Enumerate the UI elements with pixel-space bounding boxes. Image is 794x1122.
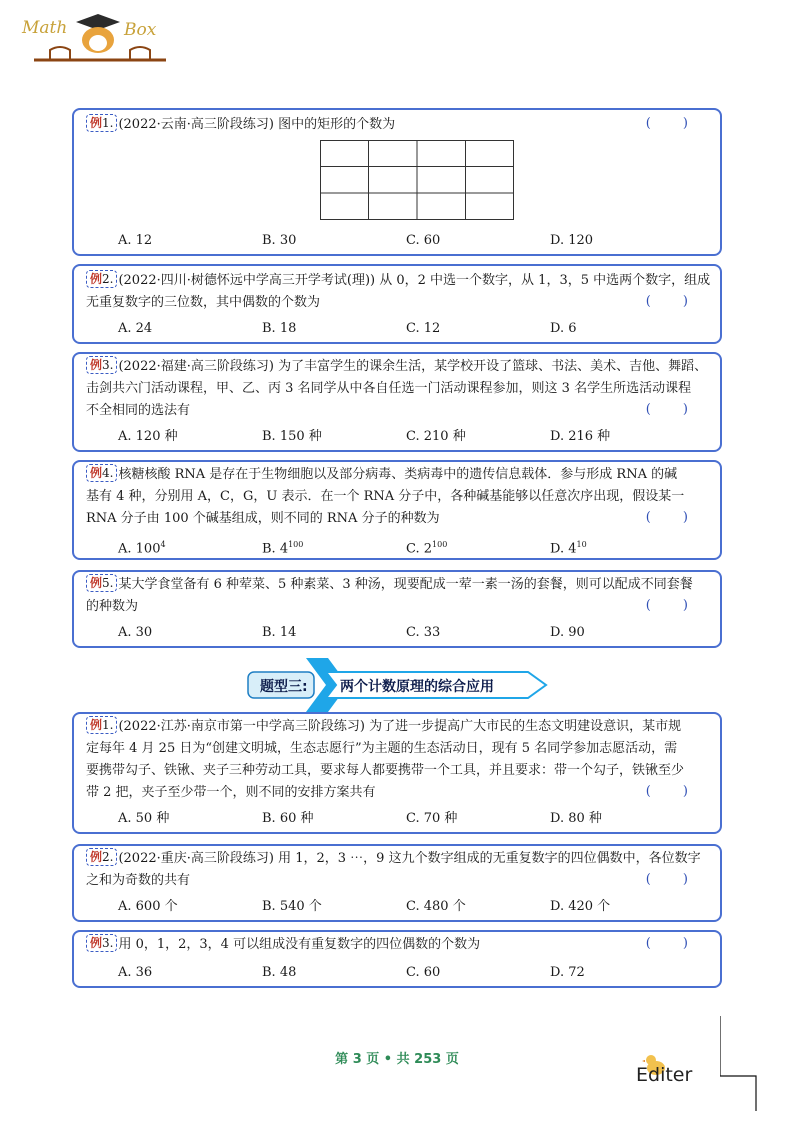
option-a[interactable]: A. 12 xyxy=(118,233,153,248)
option-b[interactable]: B. 60 种 xyxy=(262,811,314,826)
option-d[interactable]: D. 120 xyxy=(550,233,594,248)
question-line: 例3. 用 0，1，2，3，4 可以组成没有重复数字的四位偶数的个数为 xyxy=(86,934,706,956)
question-box-3 xyxy=(72,352,722,452)
option-d[interactable]: D. 72 xyxy=(550,965,585,980)
example-tag: 例2. xyxy=(86,848,117,866)
question-line: 带 2 把，夹子至少带一个，则不同的安排方案共有 xyxy=(86,785,376,800)
question-line: 定每年 4 月 25 日为“创建文明城，生态志愿行”为主题的生态活动日，现有 5 名同学参加志愿活动，需 xyxy=(86,741,678,756)
option-a[interactable]: A. 24 xyxy=(118,321,153,336)
answer-paren[interactable]: ( ) xyxy=(645,598,702,613)
option-b[interactable]: B. 150 种 xyxy=(262,429,322,444)
answer-paren[interactable]: ( ) xyxy=(645,784,702,799)
option-d[interactable]: D. $4^{10}$ xyxy=(550,540,587,557)
option-a[interactable]: A. 50 种 xyxy=(118,811,170,826)
option-d[interactable]: D. 80 种 xyxy=(550,811,602,826)
option-b[interactable]: B. 14 xyxy=(262,625,297,640)
question-line: 例2. (2022·四川·树德怀远中学高三开学考试(理)) 从 0，2 中选一个数字，从 1，3，5 中选两个数字，组成 xyxy=(86,270,706,292)
question-line: 例1. (2022·江苏·南京市第一中学高三阶段练习) 为了进一步提高广大市民的生态文明建设意识，某市规 xyxy=(86,716,706,738)
option-c[interactable]: C. 33 xyxy=(406,625,441,640)
answer-paren[interactable]: ( ) xyxy=(645,294,702,309)
option-d[interactable]: D. 6 xyxy=(550,321,577,336)
example-tag: 例3. xyxy=(86,934,117,952)
example-tag: 例3. xyxy=(86,356,117,374)
answer-paren[interactable]: ( ) xyxy=(645,116,702,131)
option-c[interactable]: C. 480 个 xyxy=(406,899,466,914)
section-banner xyxy=(244,656,554,714)
question-line: 例4. 核糖核酸 RNA 是存在于生物细胞以及部分病毒、类病毒中的遗传信息载体．参与形成 RNA 的碱 xyxy=(86,464,706,486)
page-corner-decoration xyxy=(720,1016,760,1111)
mathbox-logo xyxy=(20,10,180,66)
question-box-6 xyxy=(72,712,722,834)
answer-paren[interactable]: ( ) xyxy=(645,872,702,887)
question-box-7 xyxy=(72,844,722,922)
question-box-1 xyxy=(72,108,722,256)
logo-math-text: Math xyxy=(22,18,68,38)
question-box-5 xyxy=(72,570,722,648)
option-d[interactable]: D. 420 个 xyxy=(550,899,611,914)
option-c[interactable]: C. 60 xyxy=(406,965,441,980)
answer-paren[interactable]: ( ) xyxy=(645,510,702,525)
answer-paren[interactable]: ( ) xyxy=(645,936,702,951)
question-line: 例2. (2022·重庆·高三阶段练习) 用 1，2，3 ⋯，9 这九个数字组成的无重复数字的四位偶数中，各位数字 xyxy=(86,848,706,870)
option-a[interactable]: A. 36 xyxy=(118,965,153,980)
example-tag: 例1. xyxy=(86,716,117,734)
page-number: 第 3 页 • 共 253 页 xyxy=(335,1052,459,1067)
option-b[interactable]: B. 18 xyxy=(262,321,297,336)
logo-box-text: Box xyxy=(124,20,157,40)
question-line: RNA 分子由 100 个碱基组成，则不同的 RNA 分子的种数为 xyxy=(86,511,440,526)
rectangle-grid-figure xyxy=(320,140,514,220)
option-c[interactable]: C. 210 种 xyxy=(406,429,466,444)
section-label: 题型三: xyxy=(260,679,308,695)
option-c[interactable]: C. $2^{100}$ xyxy=(406,540,448,557)
question-box-2 xyxy=(72,264,722,344)
question-line: 例1. (2022·云南·高三阶段练习) 图中的矩形的个数为 xyxy=(86,114,706,136)
option-a[interactable]: A. 30 xyxy=(118,625,153,640)
question-line: 例3. (2022·福建·高三阶段练习) 为了丰富学生的课余生活，某学校开设了篮球、书法、美术、吉他、舞蹈、 xyxy=(86,356,706,378)
question-line: 不全相同的选法有 xyxy=(86,403,191,418)
option-c[interactable]: C. 60 xyxy=(406,233,441,248)
question-box-4 xyxy=(72,460,722,560)
editer-brand: Editer xyxy=(636,1064,693,1086)
option-a[interactable]: A. 600 个 xyxy=(118,899,178,914)
example-tag: 例2. xyxy=(86,270,117,288)
option-d[interactable]: D. 90 xyxy=(550,625,585,640)
question-line: 要携带勾子、铁锹、夹子三种劳动工具，要求每人都要携带一个工具，并且要求：带一个勾子，铁锹至少 xyxy=(86,763,685,778)
option-a[interactable]: A. 120 种 xyxy=(118,429,178,444)
option-b[interactable]: B. 30 xyxy=(262,233,297,248)
option-b[interactable]: B. $4^{100}$ xyxy=(262,540,304,557)
example-tag: 例5. xyxy=(86,574,117,592)
option-b[interactable]: B. 48 xyxy=(262,965,297,980)
option-b[interactable]: B. 540 个 xyxy=(262,899,322,914)
option-c[interactable]: C. 70 种 xyxy=(406,811,458,826)
example-tag: 例1. xyxy=(86,114,117,132)
question-line: 之和为奇数的共有 xyxy=(86,873,191,888)
example-tag: 例4. xyxy=(86,464,117,482)
option-a[interactable]: A. $100^4$ xyxy=(118,540,166,557)
option-d[interactable]: D. 216 种 xyxy=(550,429,611,444)
answer-paren[interactable]: ( ) xyxy=(645,402,702,417)
question-line: 击剑共六门活动课程，甲、乙、丙 3 名同学从中各自任选一门活动课程参加，则这 3 名学生所选活动课程 xyxy=(86,381,692,396)
question-line: 基有 4 种，分别用 A，C，G，U 表示．在一个 RNA 分子中，各种碱基能够以任意次序出现，假设某一 xyxy=(86,489,685,504)
question-box-8 xyxy=(72,930,722,988)
question-line: 例5. 某大学食堂备有 6 种荤菜、5 种素菜、3 种汤，现要配成一荤一素一汤的套餐，则可以配成不同套餐 xyxy=(86,574,706,596)
section-title: 两个计数原理的综合应用 xyxy=(340,679,494,695)
question-line: 的种数为 xyxy=(86,599,139,614)
question-line: 无重复数字的三位数，其中偶数的个数为 xyxy=(86,295,321,310)
option-c[interactable]: C. 12 xyxy=(406,321,441,336)
